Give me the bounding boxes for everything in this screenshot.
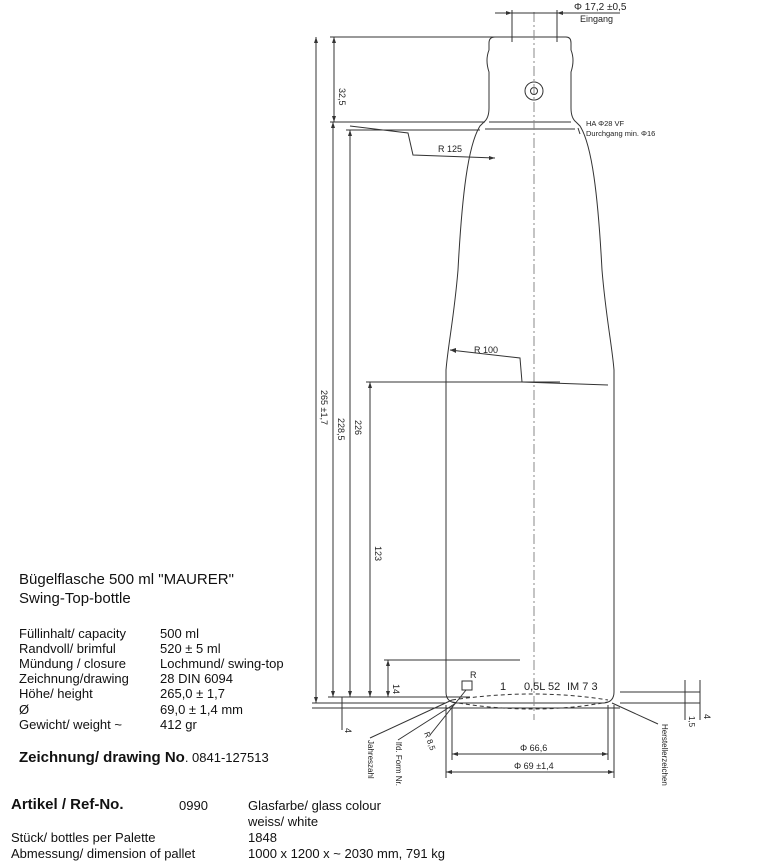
spec-label: Höhe/ height	[19, 686, 93, 701]
dim-1-5: 1,5	[687, 716, 696, 728]
pallet-count-label: Stück/ bottles per Palette	[11, 830, 156, 845]
spec-label: Ø	[19, 702, 30, 717]
spec-value: 265,0 ± 1,7	[160, 686, 225, 701]
spec-label: Mündung / closure	[19, 656, 126, 671]
lfd-form-label: lfd. Form Nr.	[394, 742, 403, 787]
dim-228-5: 228,5	[336, 418, 346, 441]
bottom-diameter-69: Φ 69 ±1,4	[514, 761, 554, 771]
eingang-label: Eingang	[580, 14, 614, 24]
dim-14: 14	[391, 684, 401, 695]
dim-32-5: 32,5	[337, 88, 347, 106]
spec-label: Zeichnung/drawing	[19, 671, 129, 686]
glass-colour-label: Glasfarbe/ glass colour	[248, 798, 381, 813]
spec-label: Randvoll/ brimful	[19, 641, 116, 656]
spec-value: 500 ml	[160, 626, 200, 641]
top-diameter-label: Φ 17,2 ±0,5	[574, 2, 627, 13]
radius-125: R 125	[438, 144, 463, 154]
radius-8-5: R 8,5	[422, 730, 438, 752]
ha-label: HA Φ28 VF	[586, 119, 625, 128]
base-mark-code: 0,5L 52	[524, 681, 561, 693]
jahreszahl-label: Jahreszahl	[366, 740, 375, 779]
spec-value: 520 ± 5 ml	[160, 641, 221, 656]
glass-colour-value: weiss/ white	[248, 814, 319, 829]
dim-4-right: 4	[702, 714, 712, 720]
base-mark-one: 1	[500, 681, 507, 693]
dim-123: 123	[373, 546, 383, 562]
spec-value: 412 gr	[160, 717, 197, 732]
drawing-number	[19, 749, 269, 766]
pallet-dimension-label: Abmessung/ dimension of pallet	[11, 846, 196, 861]
radius-bottom: R	[470, 670, 477, 680]
base-mark-im: IM 7 3	[567, 681, 598, 693]
dim-226: 226	[353, 420, 363, 436]
pallet-dimension-value: 1000 x 1200 x ~ 2030 mm, 791 kg	[248, 846, 445, 861]
product-subtitle: Swing-Top-bottle	[19, 590, 131, 607]
drawing-number-value: . 0841-127513	[184, 750, 269, 765]
dim-4-left: 4	[343, 728, 353, 734]
spec-value: 28 DIN 6094	[160, 671, 233, 686]
spec-label: Füllinhalt/ capacity	[19, 626, 126, 641]
article-ref-value: 0990	[179, 798, 208, 813]
pallet-count-value: 1848	[248, 830, 277, 845]
spec-value: 69,0 ± 1,4 mm	[160, 702, 244, 717]
spec-value: Lochmund/ swing-top	[160, 656, 284, 671]
article-ref-label: Artikel / Ref-No.	[11, 796, 124, 813]
drawing-number-label: Zeichnung/ drawing No	[19, 749, 185, 766]
durchgang-label: Durchgang min. Φ16	[586, 129, 656, 138]
hersteller-label: Herstellerzeichen	[660, 724, 669, 786]
spec-label: Gewicht/ weight ~	[19, 717, 122, 732]
radius-100: R 100	[474, 345, 499, 355]
bottom-diameter-66-6: Φ 66,6	[520, 743, 548, 753]
dim-265: 265 ±1,7	[319, 390, 329, 425]
product-title: Bügelflasche 500 ml "MAURER"	[19, 571, 234, 588]
